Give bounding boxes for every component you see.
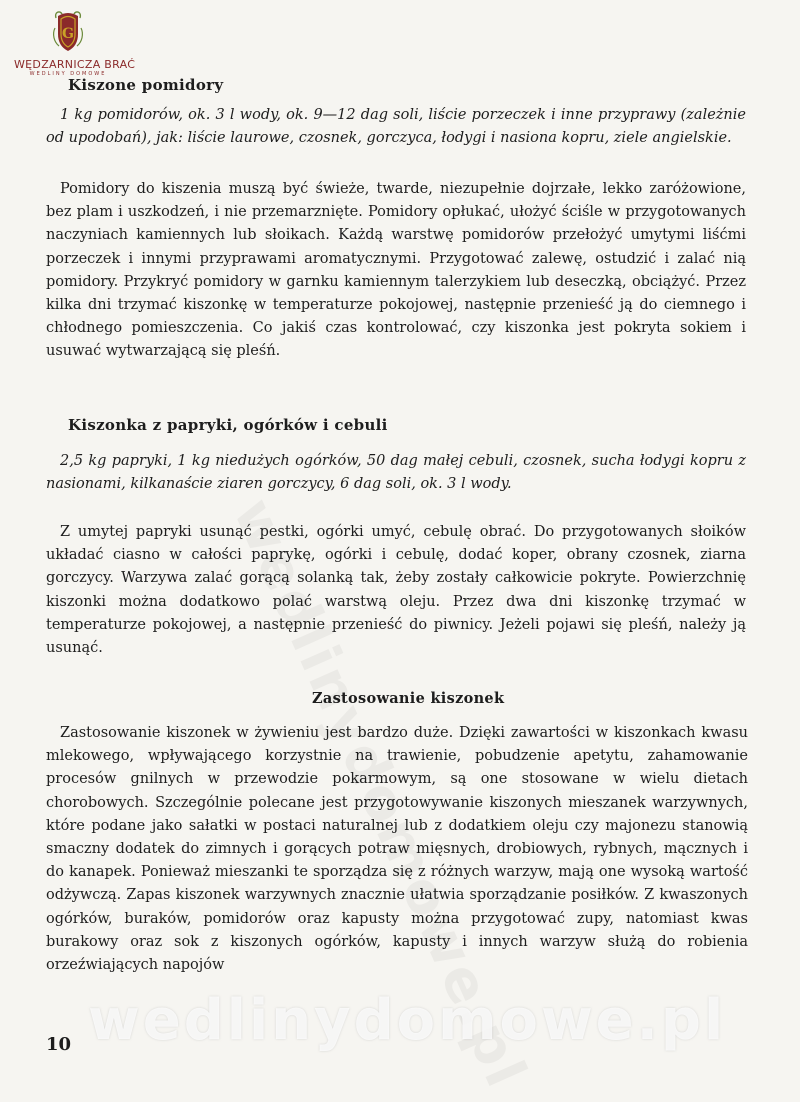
footer-watermark: wedlinydomowe.pl bbox=[88, 988, 727, 1053]
section-title-kiszonka-z-papryki: Kiszonka z papryki, ogórków i cebuli bbox=[68, 416, 388, 434]
logo-name: WĘDZARNICZA BRAĆ bbox=[14, 58, 136, 71]
section-title-kiszone-pomidory: Kiszone pomidory bbox=[68, 76, 224, 94]
instructions-kiszone-pomidory: Pomidory do kiszenia muszą być świeże, twarde, niezupełnie dojrzałe, lekko zaróżowione, bez plam i uszkodzeń, i nie przemarznięte. Pomidory opłukać, ułożyć ściśle w przygotowanych naczyniach kamiennych lub słoikach. Każdą warstwę pomidorów przełożyć umytymi liśćmi porzeczek i innymi przyprawami aromatycznymi. Przygotować zalewę, ostudzić i zalać nią pomidory. Przykryć pomidory w garnku kamiennym talerzykiem lub deseczką, obciążyć. Przez kilka dni trzymać kiszonkę w temperaturze pokojowej, następnie przenieść ją do ciemnego i chłodnego pomieszczenia. Co jakiś czas kontrolować, czy kiszonka jest pokryta sokiem i usuwać wytwarzającą się pleśń. bbox=[46, 181, 746, 360]
ingredients-kiszone-pomidory: 1 kg pomidorów, ok. 3 l wody, ok. 9—12 dag soli, liście porzeczek i inne przyprawy (zależnie od upodobań), jak: liście laurowe, czosnek, gorczyca, łodygi i nasiona kopru, ziele angielskie. bbox=[46, 107, 746, 146]
ingredients-kiszonka-z-papryki: 2,5 kg papryki, 1 kg niedużych ogórków, 50 dag małej cebuli, czosnek, sucha łodygi kopru z nasionami, kilkanaście ziaren gorczycy, 6 dag soli, ok. 3 l wody. bbox=[46, 453, 746, 492]
shield-emblem-icon bbox=[50, 8, 86, 54]
section-title-zastosowanie-kiszonek: Zastosowanie kiszonek bbox=[312, 690, 505, 707]
svg-text:G: G bbox=[62, 26, 74, 42]
logo-subtitle: WEDLINY DOMOWE bbox=[29, 71, 107, 77]
body-zastosowanie-kiszonek: Zastosowanie kiszonek w żywieniu jest bardzo duże. Dzięki zawartości w kiszonkach kwasu mlekowego, wpływającego korzystnie na trawienie, pobudzenie apetytu, zahamowanie procesów gnilnych w przewodzie pokarmowym, są one stosowane w wielu dietach chorobowych. Szczególnie polecane jest przygotowywanie kiszonych mieszanek warzywnych, które podane jako sałatki w postaci naturalnej lub z dodatkiem oleju czy majonezu stanowią smaczny dodatek do zimnych i gorących potraw mięsnych, drobiowych, rybnych, mącznych i do kanapek. Ponieważ mieszanki te sporządza się z różnych warzyw, mają one wysoką wartość odżywczą. Zapas kiszonek warzywnych znacznie ułatwia sporządzanie posiłków. Z kwaszonych ogórków, buraków, pomidorów oraz kapusty można przygotować zupy, natomiast kwas burakowy oraz sok z kiszonych ogórków, kapusty i innych warzyw służą do robienia orzeźwiających napojów bbox=[46, 725, 748, 974]
brand-logo bbox=[14, 8, 136, 77]
instructions-kiszonka-z-papryki: Z umytej papryki usunąć pestki, ogórki umyć, cebulę obrać. Do przygotowanych słoików układać ciasno w całości paprykę, ogórki i cebulę, dodać koper, obrany czosnek, ziarna gorczycy. Warzywa zalać gorącą solanką tak, żeby zostały całkowicie pokryte. Powierzchnię kiszonki można dodatkowo polać warstwą oleju. Przez dwa dni kiszonkę trzymać w temperaturze pokojowej, a następnie przenieść do piwnicy. Jeżeli pojawi się pleśń, należy ją usunąć. bbox=[46, 524, 746, 657]
page-number: 10 bbox=[46, 1034, 72, 1055]
